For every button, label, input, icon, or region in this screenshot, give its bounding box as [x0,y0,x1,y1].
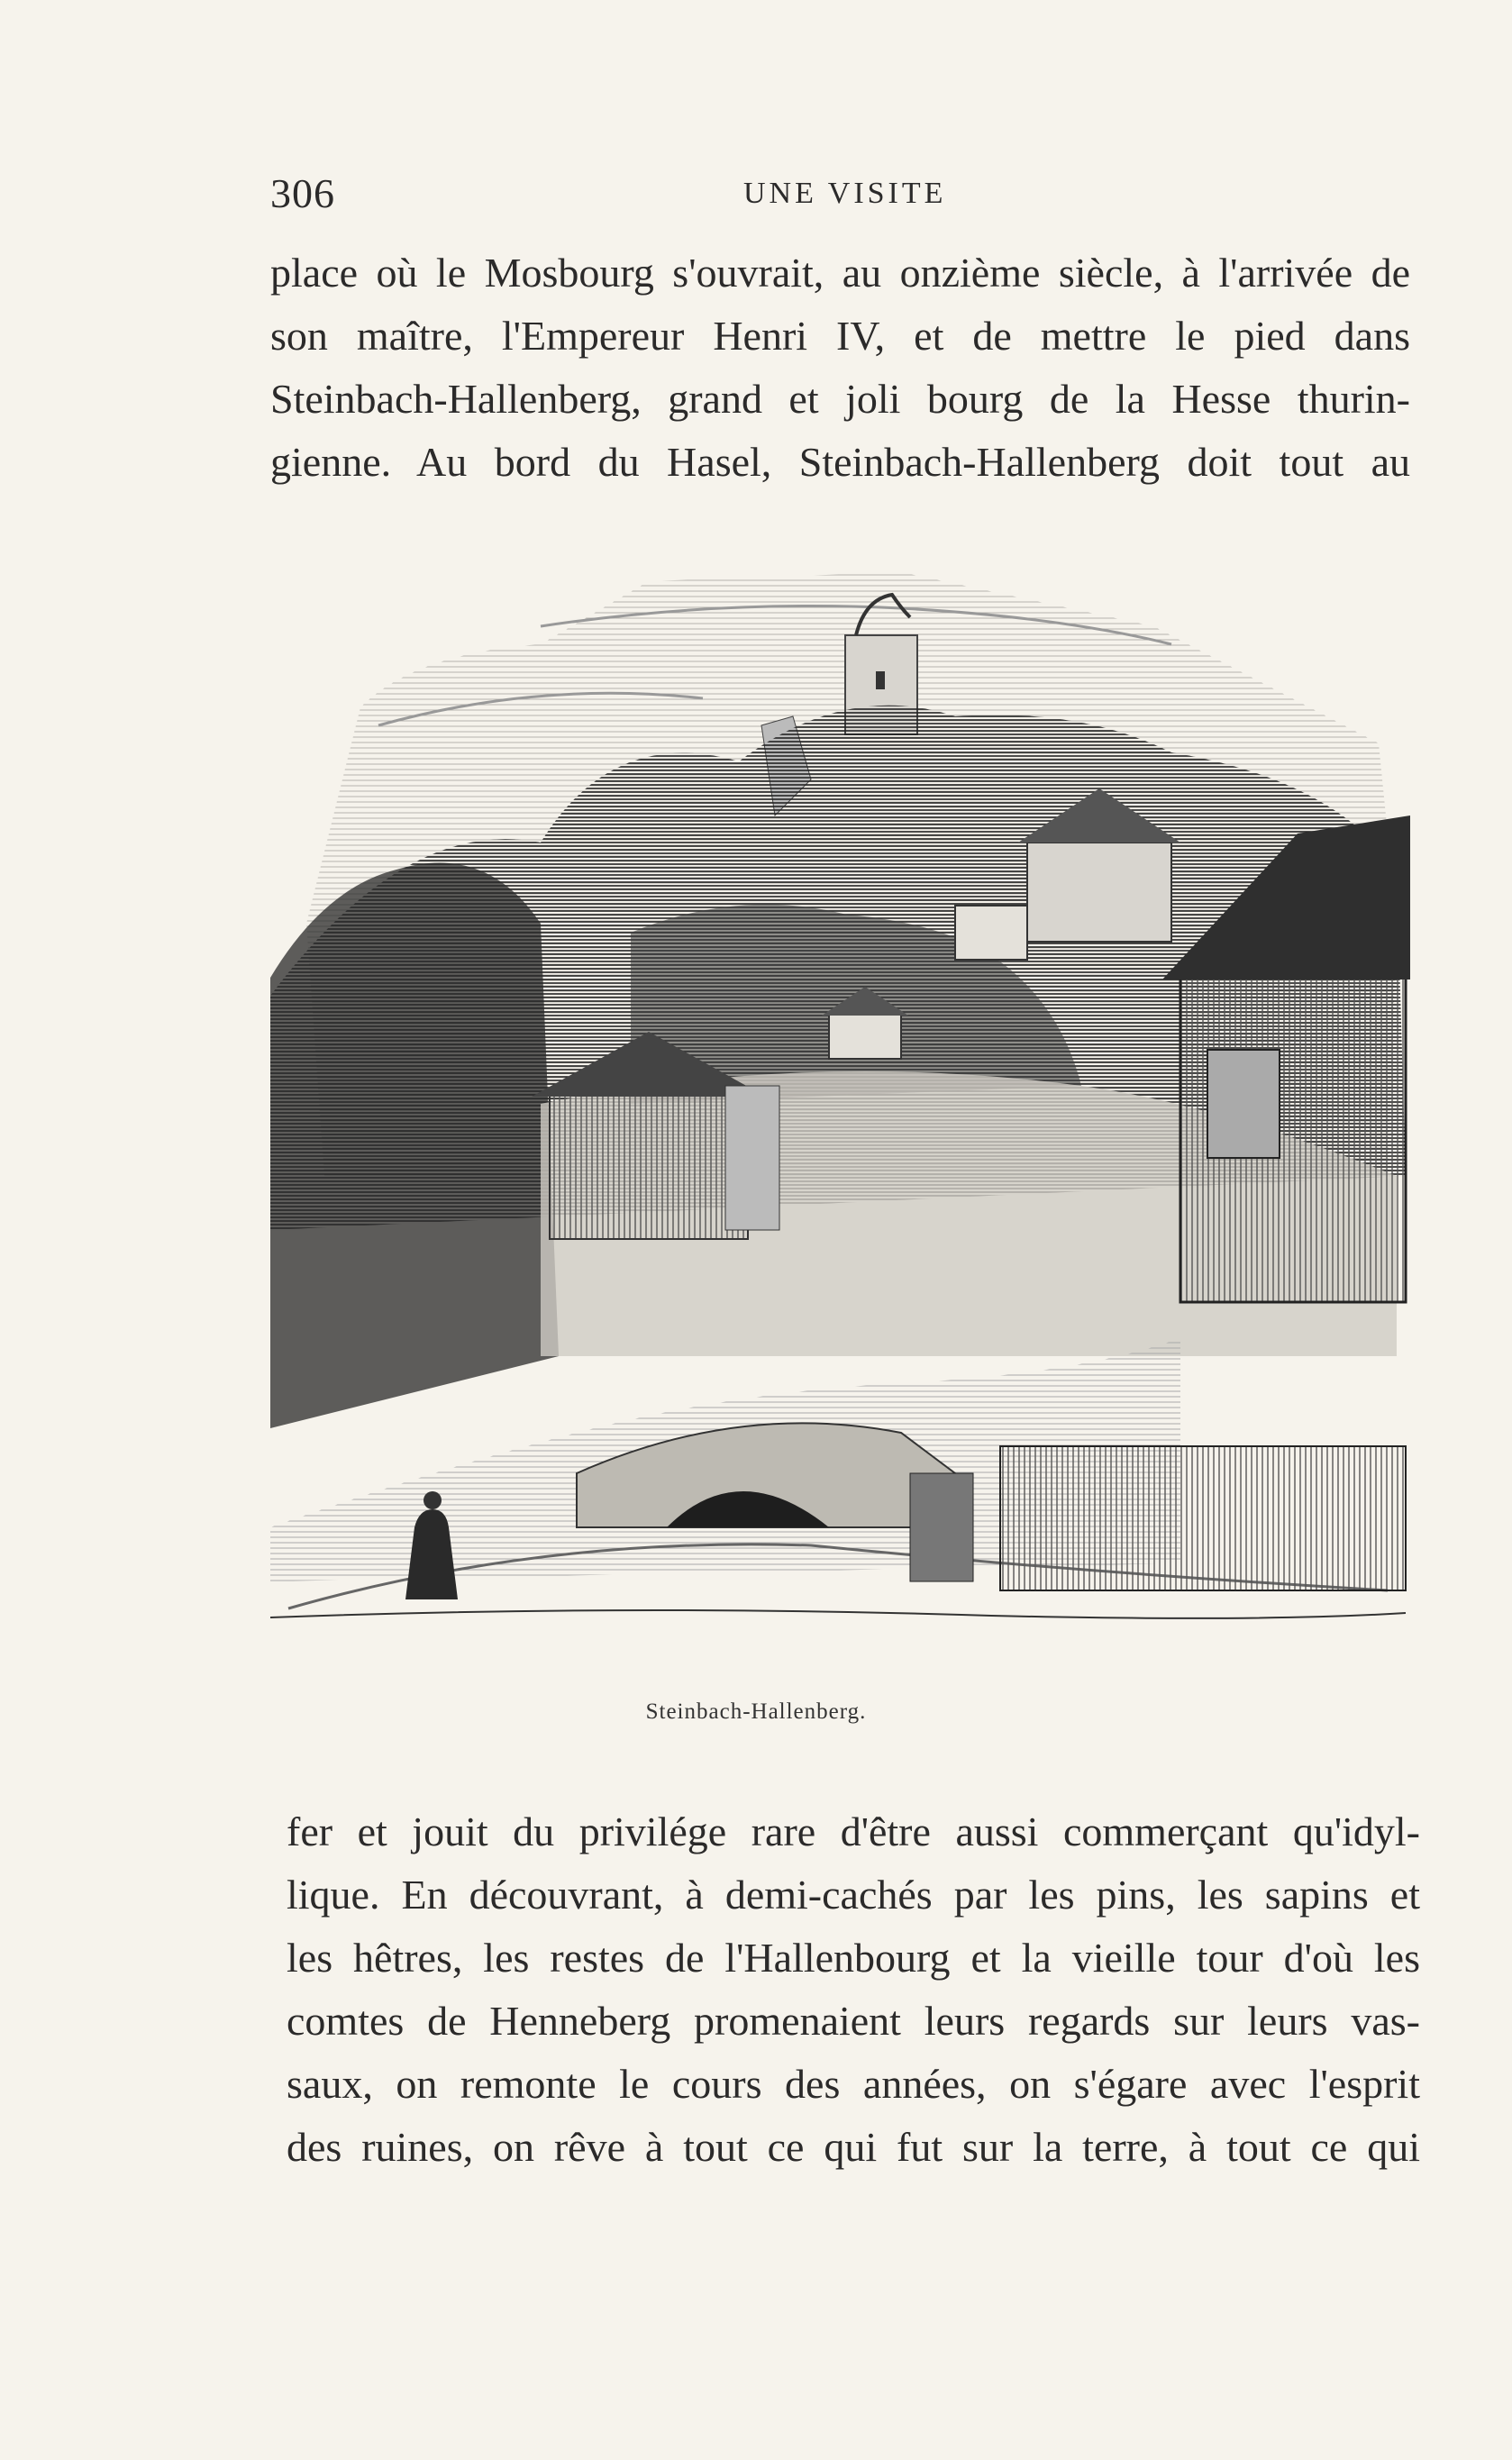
engraving-illustration [270,545,1415,1676]
text-line: son maître, l'Empereur Henri IV, et de mettre le pied dans [270,313,1410,359]
engraving-landscape-icon [270,545,1415,1676]
paragraph-top [270,241,1410,494]
text-line: des ruines, on rêve à tout ce qui fut sur la terre, à tout ce qui [287,2124,1420,2170]
illustration-caption: Steinbach-Hallenberg. [645,1699,867,1724]
text-line: les hêtres, les restes de l'Hallenbourg et la vieille tour d'où les [287,1935,1420,1981]
page-header [270,169,1415,223]
text-line: comtes de Henneberg promenaient leurs regards sur leurs vas- [287,1998,1420,2044]
text-line: gienne. Au bord du Hasel, Steinbach-Hallenberg doit tout au [270,439,1410,485]
paragraph-bottom [287,1800,1420,2179]
page-number: 306 [270,170,335,216]
text-line: place où le Mosbourg s'ouvrait, au onzième siècle, à l'arrivée de [270,250,1410,296]
text-line: lique. En découvrant, à demi-cachés par les pins, les sapins et [287,1872,1420,1918]
text-line: fer et jouit du privilége rare d'être aussi commerçant qu'idyl- [287,1809,1420,1854]
text-line: saux, on remonte le cours des années, on s'égare avec l'esprit [287,2061,1420,2107]
text-line: Steinbach-Hallenberg, grand et joli bourg de la Hesse thurin- [270,376,1410,422]
running-head: UNE VISITE [743,177,947,210]
